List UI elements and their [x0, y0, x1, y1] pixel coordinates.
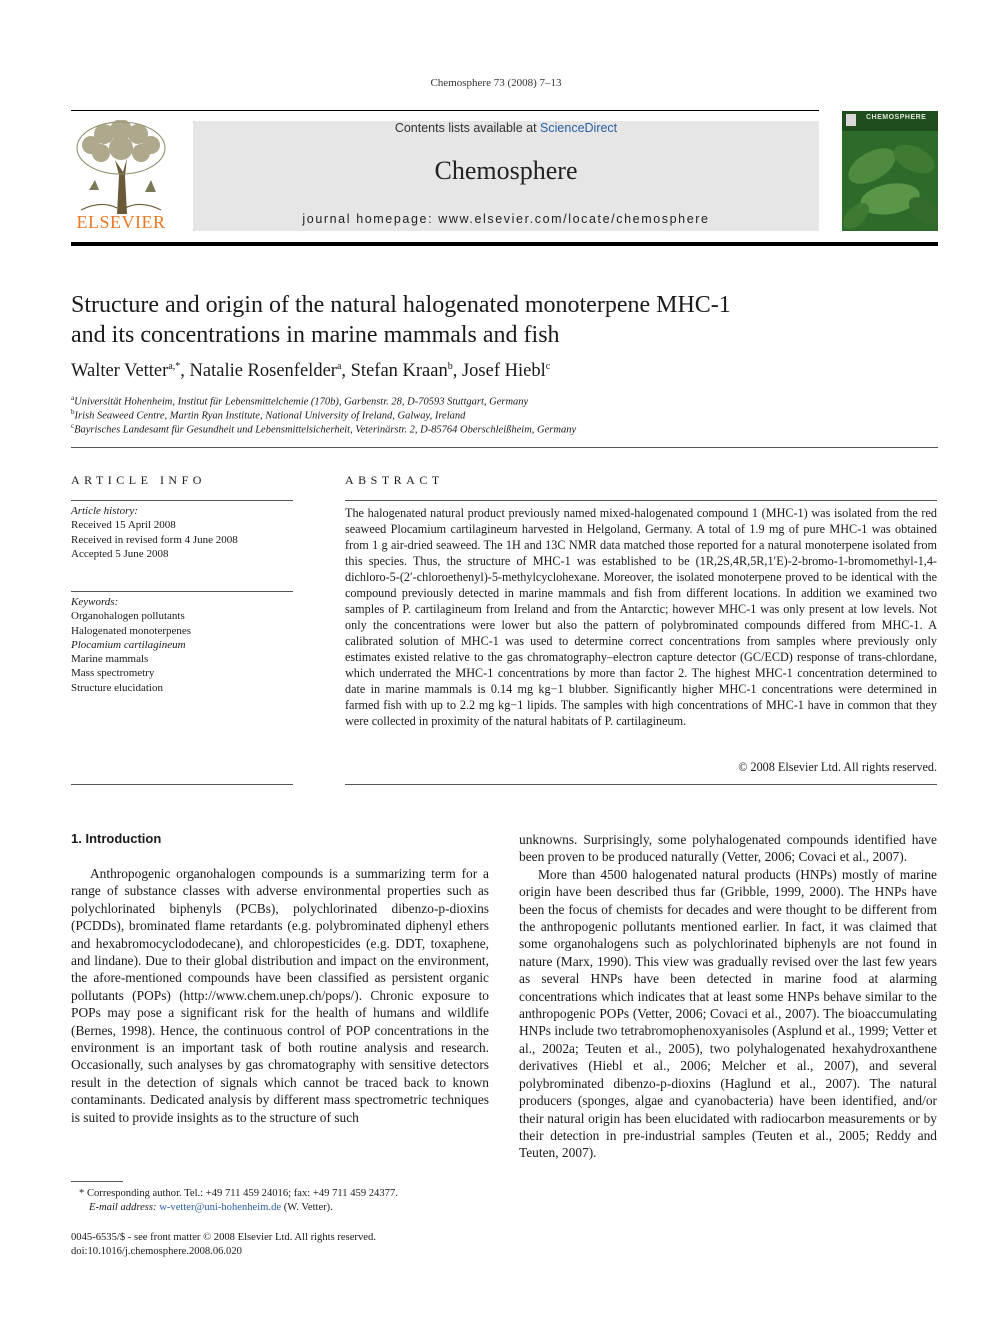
article-info-heading: ARTICLE INFO: [71, 473, 206, 487]
author-sup: b: [447, 361, 453, 372]
abstract-paragraph: The halogenated natural product previously named mixed-halogenated compound 1 (MHC-1) was isolated from the red seaweed Plocamium cartilagineum harvested in Helgoland, Germany. A total of 1.9 mg of pure MHC-1 was obtained from 1 g air-dried seaweed. The 1H and 13C NMR data matched those reported for a natural monoterpene isolated from this species. Thus, the structure of MHC-1 was established to be (1R,2S,4R,5R,1′E)-2-bromo-1-bromomethyl-1,4-dichloro-5-(2′-chloroethenyl)-5-methylcyclohexane. Moreover, the isolated monoterpene proved to be identical with the compound previously detected in marine mammals and fish from different locations. In addition we examined two samples of P. cartilagineum from Ireland and from the Antarctic; however MHC-1 was only present at low levels. Not only the concentrations were lower but also the pattern of polybrominated compounds differed from MHC-1. A calibrated solution of MHC-1 was used to determine correct concentrations from samples where previously only estimates existed relative to the gas chromatography–electron capture detector (GC/ECD) response of trans-chlordane, which underrated the MHC-1 concentrations by more than factor 2. The highest MHC-1 concentration determined to date in marine mammals is 0.14 mg kg−1 blubber. Significantly higher MHC-1 concentrations were determined in farmed fish with up to 2.2 mg kg−1 lipids. The samples with high concentrations of MHC-1 have in common that they were collected in proximity of the natural habitats of P. cartilagineum.: [345, 506, 937, 728]
sciencedirect-link[interactable]: ScienceDirect: [540, 121, 618, 135]
affiliation: $^c$Bayrisches Landesamt für Gesundheit und Lebensmittelsicherheit, Veterinärstr. 2, D-85764 Oberschleißheim, Germany: [71, 422, 577, 436]
elsevier-wordmark: ELSEVIER: [76, 212, 166, 232]
abstract-text: [345, 505, 937, 729]
email-suffix: (W. Vetter).: [283, 1202, 333, 1213]
history-label: Article history:: [71, 505, 138, 517]
contents-prefix: Contents lists available at: [394, 121, 537, 135]
elsevier-tree-icon: [71, 120, 171, 216]
author-name[interactable]: Natalie Rosenfelder: [189, 361, 337, 382]
abstract-rule: [345, 500, 937, 501]
leaves-icon: [842, 111, 938, 231]
email-line: [79, 1201, 499, 1215]
article-info-bottom-rule: [71, 784, 293, 785]
author-sup: a: [336, 361, 342, 372]
article-history: [71, 504, 293, 561]
journal-name: Chemosphere: [434, 156, 578, 185]
journal-citation: Chemosphere 73 (2008) 7–13: [430, 77, 562, 89]
author-sup: c: [545, 361, 551, 372]
author-name[interactable]: Walter Vetter: [71, 361, 169, 382]
doi[interactable]: doi:10.1016/j.chemosphere.2008.06.020: [71, 1246, 242, 1257]
affiliation: $^b$Irish Seaweed Centre, Martin Ryan Institute, National University of Ireland, Galway, Ireland: [71, 408, 466, 422]
author-sup: a,*: [168, 361, 181, 372]
email-link[interactable]: w-vetter@uni-hohenheim.de: [159, 1202, 282, 1213]
top-rule: [71, 110, 819, 111]
affiliation: $^a$Universität Hohenheim, Institut für Lebensmittelchemie (170b), Garbenstr. 28, D-70593 Stuttgart, Germany: [71, 394, 529, 408]
cover-title: CHEMOSPHERE: [866, 114, 927, 121]
keywords-label: Keywords:: [71, 596, 119, 608]
footnote: [79, 1187, 499, 1215]
section-heading-introduction: 1. Introduction: [71, 831, 162, 846]
keyword: Mass spectrometry: [71, 667, 155, 680]
keyword: Organohalogen pollutants: [71, 610, 185, 623]
elsevier-logo: [71, 120, 171, 232]
keyword: Plocamium cartilagineum: [71, 638, 186, 651]
header-thick-rule: [71, 242, 938, 246]
title-line-1: Structure and origin of the natural halogenated monoterpene MHC-1: [71, 292, 731, 318]
intro-continuation: unknowns. Surprisingly, some polyhalogenated compounds identified have been proven to be produced naturally (Vetter, 2006; Covaci et al., 2007).: [519, 832, 937, 865]
title-line-2: and its concentrations in marine mammals and fish: [71, 322, 560, 348]
contents-line: [193, 121, 819, 135]
author-name[interactable]: Josef Hiebl: [461, 361, 546, 382]
author-name[interactable]: Stefan Kraan: [350, 361, 448, 382]
abstract-copyright: © 2008 Elsevier Ltd. All rights reserved.: [738, 760, 937, 774]
abstract-heading: ABSTRACT: [345, 473, 444, 487]
section-rule: [71, 447, 938, 448]
footnote-rule: [71, 1181, 123, 1182]
email-label: E-mail address:: [89, 1202, 157, 1213]
keyword: Halogenated monoterpenes: [71, 624, 192, 637]
journal-cover: [842, 111, 938, 231]
history-entry: Received in revised form 4 June 2008: [71, 533, 238, 546]
keyword: Marine mammals: [71, 653, 149, 666]
abstract-bottom-rule: [345, 784, 937, 785]
front-matter-line: 0045-6535/$ - see front matter © 2008 Elsevier Ltd. All rights reserved.: [71, 1232, 376, 1243]
intro-left-column: [71, 865, 489, 1126]
corresponding-author: * Corresponding author. Tel.: +49 711 459 24016; fax: +49 711 459 24377.: [79, 1188, 398, 1199]
intro-right-column: [519, 831, 937, 1162]
intro-paragraph: More than 4500 halogenated natural products (HNPs) mostly of marine origin have been described thus far (Gribble, 1999, 2000). The HNPs have been the focus of chemists for decades and were thought to be different from the anthropogenic pollutants mentioned earlier. In fact, it was claimed that some organohalogens such as polychlorinated biphenyls are not found in nature (Marx, 1990). This view was gradually revised over the last few years as several HNPs have been detected in marine food at alarming concentrations which indicates that at least some HNPs behave similar to the anthropogenic POPs (Vetter, 2006; Covaci et al., 2007). The bioaccumulating HNPs include two tetrabromophenoxyanisoles (Asplund et al., 1999; Vetter et al., 2002a; Teuten et al., 2005), two polyhalogenated hexahydroxanthene derivatives (Hiebl et al., 2006; Melcher et al., 2007), and several polybrominated dibenzo-p-dioxins (Haglund et al., 2007). The natural producers (sponges, algae and cyanobacteria) have been identified, and/or their natural origin has been elucidated with radiocarbon measurements or by their detection in pre-industrial samples (Teuten et al., 2005; Reddy and Teuten, 2007).: [519, 866, 937, 1161]
history-entry: Received 15 April 2008: [71, 519, 176, 532]
article-info-rule: [71, 500, 293, 501]
article-title: [71, 290, 871, 350]
author-list: Walter Vetter$^{a,*}$, Natalie Rosenfelder$^a$, Stefan Kraan$^b$, Josef Hiebl$^c$: [71, 361, 551, 382]
journal-homepage[interactable]: journal homepage: www.elsevier.com/locate/chemosphere: [302, 212, 710, 226]
keyword: Structure elucidation: [71, 681, 163, 694]
intro-paragraph: Anthropogenic organohalogen compounds is a summarizing term for a range of substance classes with adverse environmental properties such as polychlorinated biphenyls (PCBs), polychlorinated dibenzo-p-dioxins (PCDDs), brominated flame retardants (e.g. polybrominated diphenyl ethers and hexabromocyclododecane), and chloropesticides (e.g. DDT, toxaphene, and lindane). Due to their global distribution and impact on the environment, the afore-mentioned compounds have been classified as persistent organic pollutants (POPs) (http://www.chem.unep.ch/pops/). Chronic exposure to POPs may pose a significant risk for the health of humans and wildlife (Bernes, 1998). Hence, the continuous control of POP concentrations in the environment is an important task of both routine analysis and research. Occasionally, such analyses by gas chromatography with sensitive detectors result in the detection of signals which cannot be traced back to known contaminants. Dedicated analysis by different mass spectrometric techniques is suited to provide insights as to the structure of such: [71, 866, 489, 1125]
keywords: [71, 595, 293, 695]
history-entry: Accepted 5 June 2008: [71, 547, 169, 560]
keywords-rule: [71, 591, 293, 592]
front-matter: [71, 1231, 491, 1259]
